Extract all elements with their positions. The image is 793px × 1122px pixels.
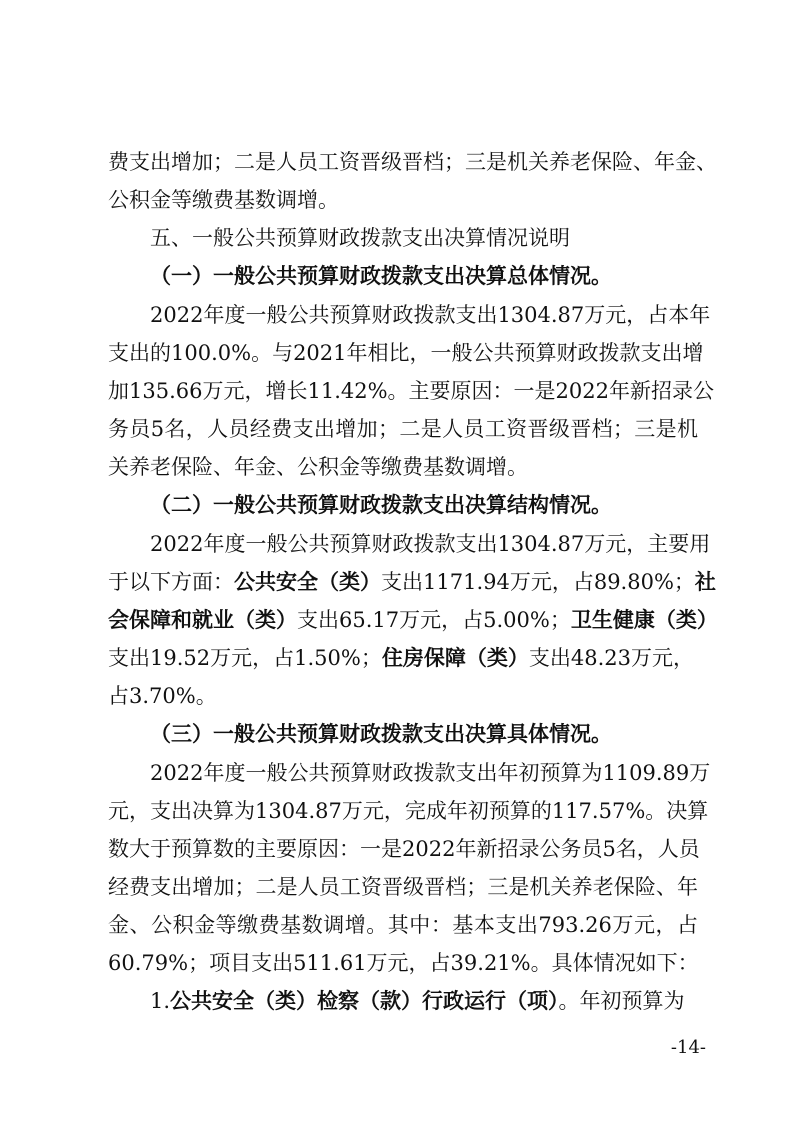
text-run: 。年初预算为 <box>558 989 685 1013</box>
paragraph-line: 加135.66万元，增长11.42%。主要原因：一是2022年新招录公 <box>108 379 714 403</box>
category-label: 住房保障（类） <box>381 645 529 670</box>
text-run: 支出65.17万元，占5.00%； <box>297 608 571 632</box>
paragraph-line: 金、公积金等缴费基数调增。其中：基本支出793.26万元，占 <box>108 913 698 937</box>
paragraph-line: 关养老保险、年金、公积金等缴费基数调增。 <box>108 455 528 479</box>
paragraph-line <box>108 642 698 674</box>
subsection-heading: （三）一般公共预算财政拨款支出决算具体情况。 <box>150 721 612 746</box>
paragraph-line: 经费支出增加；二是人员工资晋级晋档；三是机关养老保险、年 <box>108 875 698 899</box>
subsection-heading: （二）一般公共预算财政拨款支出决算结构情况。 <box>150 492 612 517</box>
text-run: 于以下方面： <box>108 570 234 594</box>
text-run: 支出19.52万元，占1.50%； <box>108 646 382 670</box>
list-number: 1. <box>150 989 171 1013</box>
paragraph-line: 数大于预算数的主要原因：一是2022年新招录公务员5名，人员 <box>108 837 700 861</box>
section-heading: 五、一般公共预算财政拨款支出决算情况说明 <box>150 226 570 250</box>
subsection-heading: （一）一般公共预算财政拨款支出决算总体情况。 <box>150 263 612 288</box>
text-run: 支出48.23万元， <box>528 646 694 670</box>
page-number: -14- <box>670 1037 706 1058</box>
paragraph-line: 费支出增加；二是人员工资晋级晋档；三是机关养老保险、年金、 <box>108 150 717 174</box>
category-label: 会保障和就业（类） <box>108 607 297 632</box>
paragraph-line: 元，支出决算为1304.87万元，完成年初预算的117.57%。决算 <box>108 799 709 823</box>
paragraph-line: 务员5名，人员经费支出增加；二是人员工资晋级晋档；三是机 <box>108 417 698 441</box>
item-title: 公共安全（类）检察（款）行政运行（项） <box>170 988 559 1013</box>
paragraph-line: 2022年度一般公共预算财政拨款支出1304.87万元，占本年 <box>150 303 711 327</box>
paragraph-line: 占3.70%。 <box>108 684 217 708</box>
paragraph-line <box>108 566 716 598</box>
list-item <box>150 985 698 1017</box>
paragraph-line: 支出的100.0%。与2021年相比，一般公共预算财政拨款支出增 <box>108 341 704 365</box>
paragraph-line: 公积金等缴费基数调增。 <box>108 188 339 212</box>
text-run: 支出1171.94万元，占89.80%； <box>381 570 695 594</box>
category-label: 卫生健康（类） <box>570 607 718 632</box>
paragraph-line: 60.79%；项目支出511.61万元，占39.21%。具体情况如下： <box>108 951 699 975</box>
category-label: 社 <box>694 569 716 594</box>
paragraph-line <box>108 604 718 636</box>
category-label: 公共安全（类） <box>234 569 381 594</box>
paragraph-line: 2022年度一般公共预算财政拨款支出1304.87万元，主要用 <box>150 532 711 556</box>
paragraph-line: 2022年度一般公共预算财政拨款支出年初预算为1109.89万 <box>150 761 711 785</box>
